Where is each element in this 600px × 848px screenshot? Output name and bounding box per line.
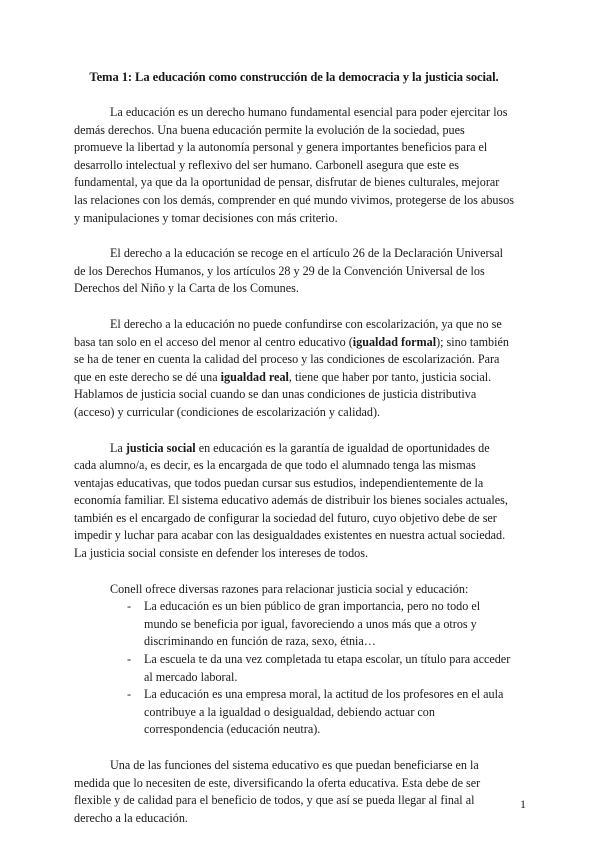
paragraph-social-justice-text-1: La (110, 440, 126, 455)
bold-term-justicia-social: justicia social (125, 440, 196, 455)
paragraph-conell-intro: Conell ofrece diversas razones para relacionar justicia social y educación: (110, 581, 469, 596)
paragraph-conclusion: Una de las funciones del sistema educativo es que puedan beneficiarse en la medida que lo necesiten de este, diversificando la oferta educativa. Esta debe de ser flexible y de calidad para el beneficio de todos, y que así se pueda llegar al final al derecho a la educación. (74, 758, 481, 825)
bold-term-igualdad-real: igualdad real (220, 369, 289, 384)
paragraph-schooling (74, 316, 514, 422)
paragraph-legal-basis: El derecho a la educación se recoge en el artículo 26 de la Declaración Universal de los Derechos Humanos, y los artículos 28 y 29 de la Convención Universal de los Derechos del Niño y la Carta de los Comunes. (74, 246, 504, 296)
bold-term-igualdad-formal: igualdad formal (352, 334, 437, 349)
dash-bullet: - (127, 652, 132, 667)
document-title: Tema 1: La educación como construcción de la democracia y la justicia social. (89, 70, 499, 84)
paragraph-social-justice-text-2: en educación es la garantía de igualdad de oportunidades de cada alumno/a, es decir, es la encargada de que todo el alumnado tenga las mismas ventajas educativas, que todos puedan cursar sus estudios, independientemente de la economía familiar. El sistema educativo además de distribuir los bienes sociales actuales, también es el encargado de configurar la sociedad del futuro, cuyo objetivo debe de ser impedir y luchar para acabar con las desigualdades existentes en nuestra actual sociedad. La justicia social consiste en defender los intereses de todos. (74, 440, 508, 561)
list-item: - La educación es una empresa moral, la actitud de los profesores en el aula contribuye a la igualdad o desigualdad, debiendo actuar con correspondencia (educación neutra). (127, 687, 504, 737)
list-item: - La educación es un bien público de gran importancia, pero no todo el mundo se beneficia por igual, favoreciendo a unos más que a otros y discriminando en función de raza, sexo, étnia… (127, 599, 481, 649)
list-item: - La escuela te da una vez completada tu etapa escolar, un título para acceder al mercado laboral. (127, 652, 511, 684)
paragraph-schooling-text-3: , tiene que haber por tanto, justicia social. Hablamos de justicia social cuando se dan unas condiciones de justicia distributiva (acceso) y curricular (condiciones de escolarización y calidad). (74, 369, 492, 419)
dash-bullet: - (127, 599, 132, 614)
page-number: 1 (520, 797, 526, 811)
paragraph-schooling-text-1: El derecho a la educación no puede confundirse con escolarización, ya que no se basa tan solo en el acceso del menor al centro educativo ( (74, 316, 502, 349)
reasons-list (74, 598, 514, 739)
dash-bullet: - (127, 687, 132, 702)
paragraph-social-justice (74, 440, 514, 563)
paragraph-schooling-text-2: ); sino también se ha de tener en cuenta la calidad del proceso y las condiciones de escolarización. Para que en este derecho se dé una (74, 334, 509, 384)
paragraph-intro: La educación es un derecho humano fundamental esencial para poder ejercitar los demás derechos. Una buena educación permite la evolución de la sociedad, pues promueve la libertad y la autonomía personal y genera importantes beneficios para el desarrollo intelectual y reflexivo del ser humano. Carbonell asegura que este es fundamental, ya que da la oportunidad de pensar, disfrutar de bienes culturales, mejorar las relaciones con los demás, comprender en qué mundo vivimos, protegerse de los abusos y manipulaciones y tomar decisiones con más criterio. (74, 105, 514, 225)
